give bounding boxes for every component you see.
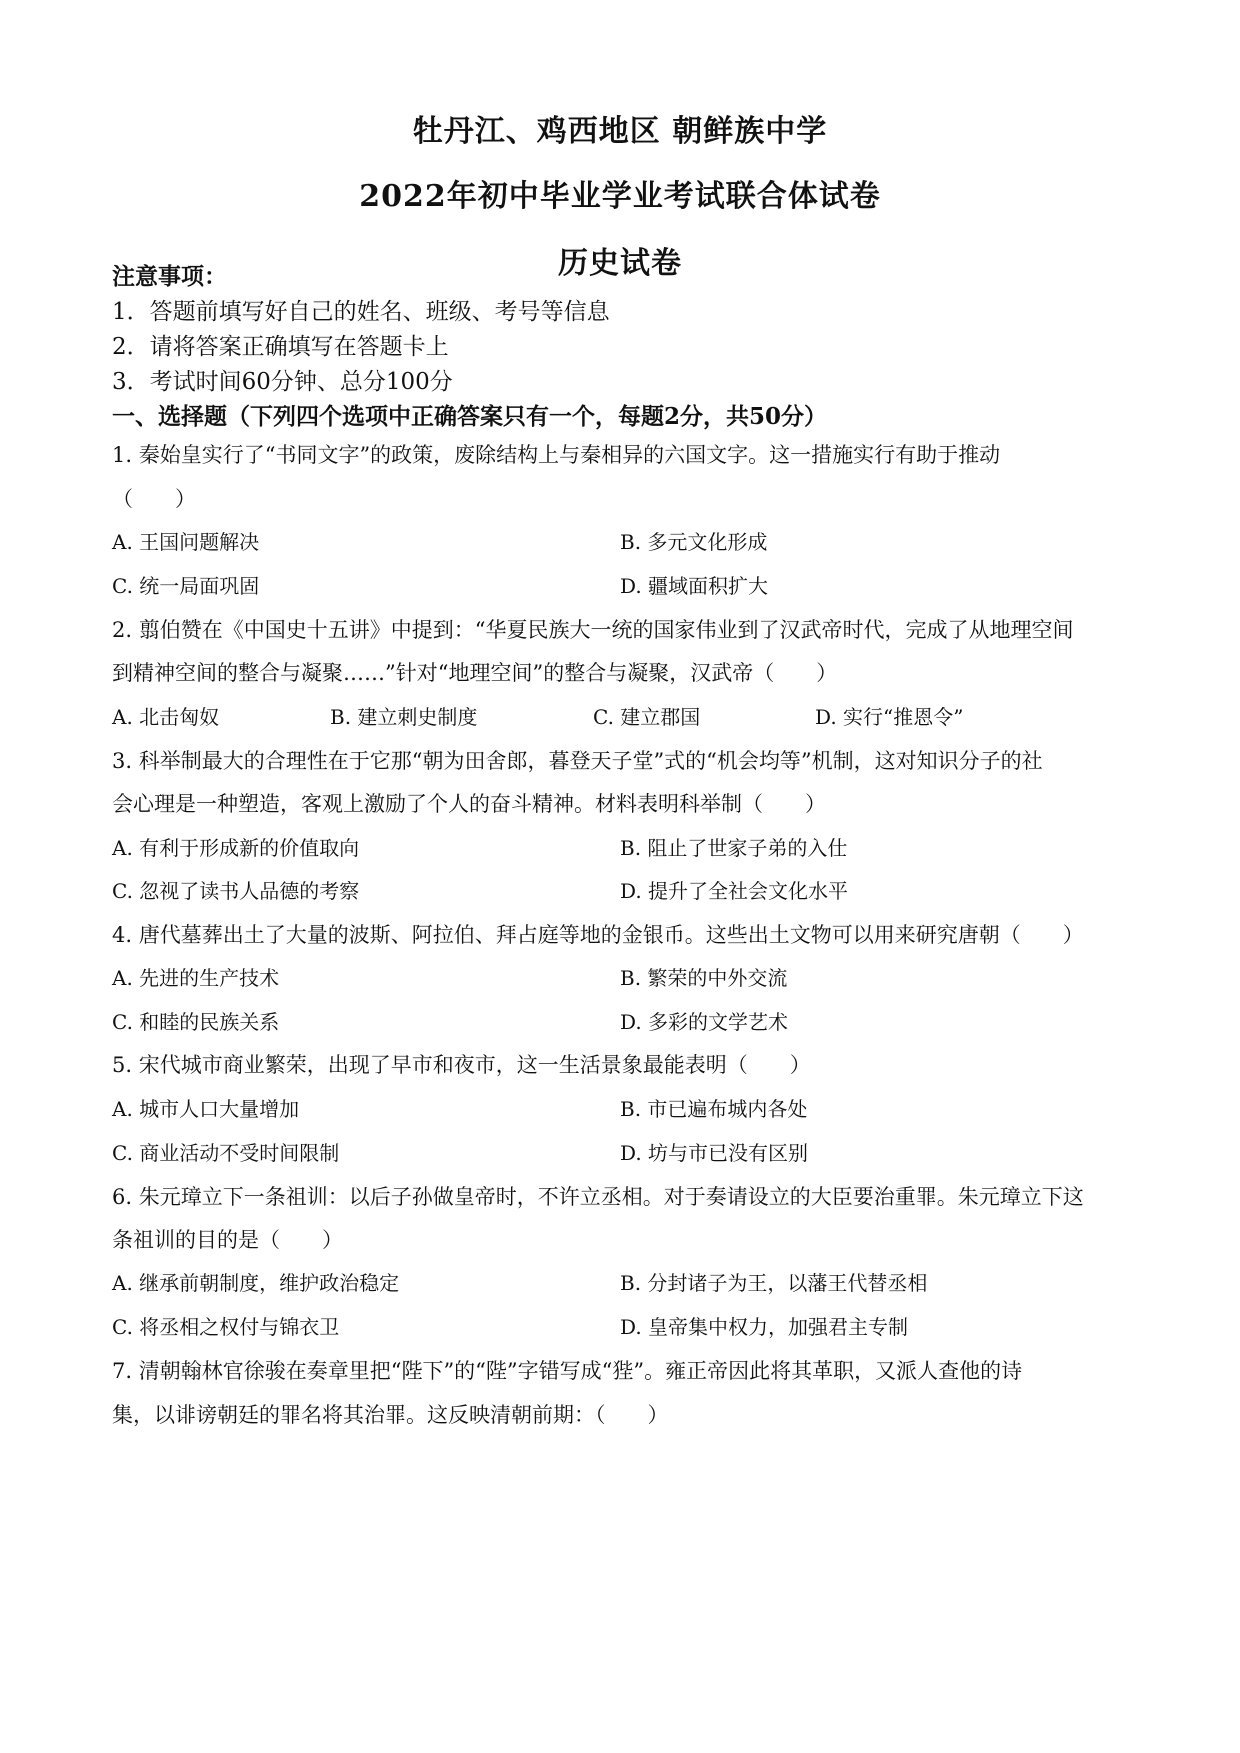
question-text: 1. 秦始皇实行了“书同文字”的政策，废除结构上与秦相异的六国文字。这一措施实行有助于推动 [112, 443, 1001, 467]
option-a: A. 王国问题解决 [112, 530, 260, 554]
title-school: 牡丹江、鸡西地区 朝鲜族中学 [412, 114, 828, 149]
option-c: C. 忽视了读书人品德的考察 [112, 879, 360, 903]
question-text: 6. 朱元璋立下一条祖训：以后子孙做皇帝时，不许立丞相。对于奏请设立的大臣要治重罪。朱元璋立下这 [112, 1185, 1084, 1209]
question-text: （ ） [112, 487, 196, 511]
question-text: 到精神空间的整合与凝聚……”针对“地理空间”的整合与凝聚，汉武帝（ ） [112, 661, 838, 685]
option-a: A. 继承前朝制度，维护政治稳定 [112, 1271, 400, 1295]
option-c: C. 统一局面巩固 [112, 574, 260, 598]
title-subject: 历史试卷 [558, 246, 682, 281]
option-b: B. 阻止了世家子弟的入仕 [620, 836, 848, 860]
option-c: C. 和睦的民族关系 [112, 1010, 280, 1034]
option-a: A. 北击匈奴 [112, 705, 220, 729]
option-b: B. 多元文化形成 [620, 530, 768, 554]
notice-item: 2．请将答案正确填写在答题卡上 [112, 334, 449, 360]
option-d: D. 提升了全社会文化水平 [620, 879, 849, 903]
option-d: D. 实行“推恩令” [815, 705, 964, 729]
title-exam: 2022年初中毕业学业考试联合体试卷 [359, 179, 881, 214]
option-c: C. 建立郡国 [593, 705, 701, 729]
option-d: D. 皇帝集中权力，加强君主专制 [620, 1315, 909, 1339]
option-c: C. 将丞相之权付与锦衣卫 [112, 1315, 340, 1339]
question-text: 2. 翦伯赞在《中国史十五讲》中提到：“华夏民族大一统的国家伟业到了汉武帝时代，完成了从地理空间 [112, 618, 1074, 642]
option-d: D. 坊与市已没有区别 [620, 1141, 809, 1165]
question-text: 7. 清朝翰林官徐骏在奏章里把“陛下”的“陛”字错写成“狴”。雍正帝因此将其革职，又派人查他的诗 [112, 1359, 1023, 1383]
option-c: C. 商业活动不受时间限制 [112, 1141, 340, 1165]
option-a: A. 城市人口大量增加 [112, 1097, 300, 1121]
notice-item: 3．考试时间60分钟、总分100分 [112, 369, 453, 395]
option-b: B. 繁荣的中外交流 [620, 966, 788, 990]
option-d: D. 疆域面积扩大 [620, 574, 769, 598]
question-text: 集，以诽谤朝廷的罪名将其治罪。这反映清朝前期：（ ） [112, 1403, 669, 1427]
question-text: 3. 科举制最大的合理性在于它那“朝为田舍郎，暮登天子堂”式的“机会均等”机制，这对知识分子的社 [112, 749, 1043, 773]
option-b: B. 建立刺史制度 [330, 705, 478, 729]
option-a: A. 先进的生产技术 [112, 966, 280, 990]
question-text: 条祖训的目的是（ ） [112, 1228, 343, 1252]
option-d: D. 多彩的文学艺术 [620, 1010, 789, 1034]
notice-item: 1．答题前填写好自己的姓名、班级、考号等信息 [112, 299, 610, 325]
section-heading: 一、选择题（下列四个选项中正确答案只有一个，每题2分，共50分） [112, 403, 828, 430]
question-text: 5. 宋代城市商业繁荣，出现了早市和夜市，这一生活景象最能表明（ ） [112, 1053, 811, 1077]
notice-heading: 注意事项： [112, 263, 227, 290]
question-text: 会心理是一种塑造，客观上激励了个人的奋斗精神。材料表明科举制（ ） [112, 792, 826, 816]
option-b: B. 市已遍布城内各处 [620, 1097, 808, 1121]
option-a: A. 有利于形成新的价值取向 [112, 836, 360, 860]
option-b: B. 分封诸子为王，以藩王代替丞相 [620, 1271, 928, 1295]
question-text: 4. 唐代墓葬出土了大量的波斯、阿拉伯、拜占庭等地的金银币。这些出土文物可以用来研究唐朝（ ） [112, 923, 1084, 947]
